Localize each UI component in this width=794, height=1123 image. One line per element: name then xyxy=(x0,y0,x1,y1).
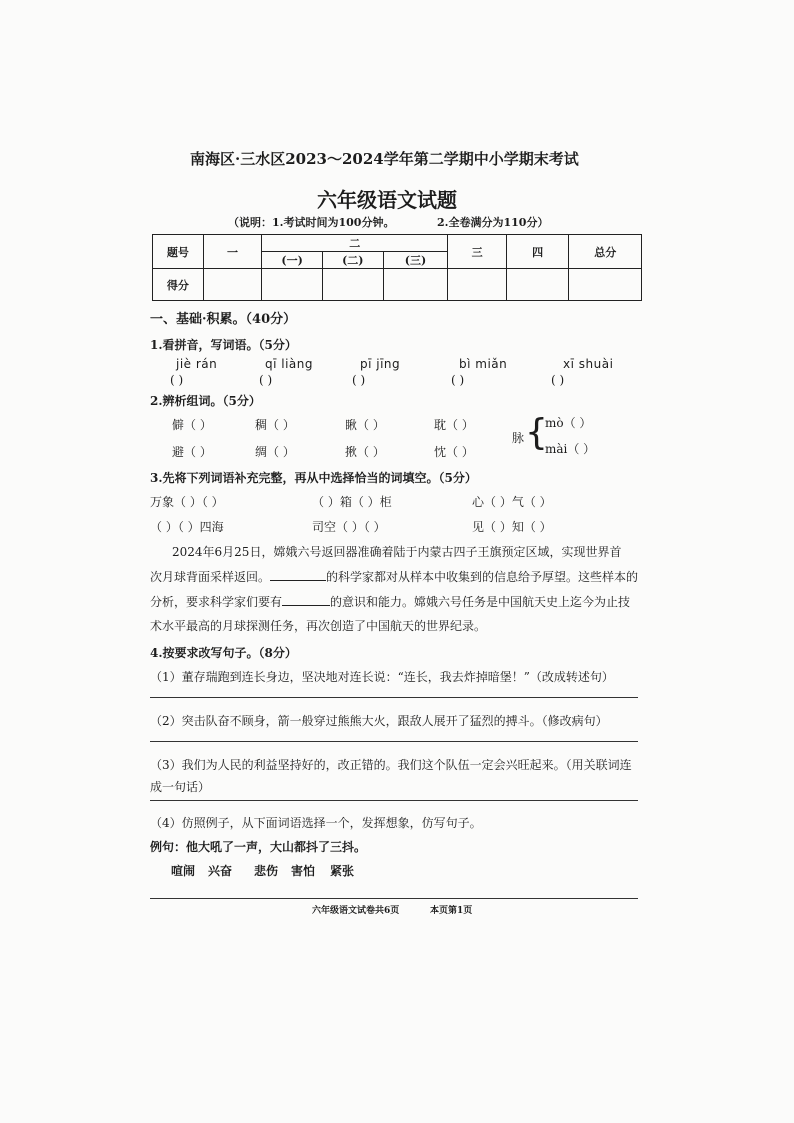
polyphone-reading-mo[interactable]: mò（ ） xyxy=(545,416,592,430)
answer-line-1[interactable] xyxy=(150,697,638,698)
word-option-1: 喧闹 xyxy=(171,864,196,878)
exam-title: 南海区·三水区2023～2024学年第二学期中小学期末考试 xyxy=(190,150,579,168)
passage-line-3 xyxy=(150,593,630,610)
answer-line-3[interactable] xyxy=(150,800,638,801)
fill-blank-2[interactable] xyxy=(282,595,330,606)
rewrite-prompt-4: （4）仿照例子，从下面词语选择一个，发挥想象，仿写句子。 xyxy=(150,816,482,830)
passage-text: 分析，要求科学家们要有 xyxy=(150,595,283,609)
col-section-3: 三 xyxy=(448,235,507,269)
passage-text: 次月球背面采样返回。 xyxy=(150,570,271,584)
footer-rule xyxy=(150,898,638,899)
brace-icon: { xyxy=(525,412,548,453)
answer-blank-3[interactable]: ( ) xyxy=(352,373,366,387)
q1-title: 1.看拼音，写词语。（5分） xyxy=(150,338,297,352)
idiom-6[interactable]: 见（ ）知（ ） xyxy=(472,520,552,534)
col-section-4: 四 xyxy=(506,235,569,269)
rewrite-prompt-2: （2）突击队奋不顾身，箭一般穿过熊熊大火，跟敌人展开了猛烈的搏斗。（修改病句） xyxy=(150,714,608,728)
pinyin-1: jiè rán xyxy=(176,357,218,371)
score-cell-total[interactable] xyxy=(569,269,642,301)
word-option-5: 紧张 xyxy=(330,864,355,878)
answer-blank-5[interactable]: ( ) xyxy=(551,373,565,387)
answer-blank-2[interactable]: ( ) xyxy=(259,373,273,387)
word-pair-2b[interactable]: 绸（ ） xyxy=(255,445,295,459)
pinyin-3: pī jīng xyxy=(360,357,401,371)
idiom-3[interactable]: 心（ ）气（ ） xyxy=(472,495,552,509)
row-label-score: 得分 xyxy=(153,269,204,301)
rewrite-prompt-3a: （3）我们为人民的利益坚持好的，改正错的。我们这个队伍一定会兴旺起来。（用关联词连 xyxy=(150,758,632,772)
passage-line-4: 术水平最高的月球探测任务，再次创造了中国航天的世界纪录。 xyxy=(150,619,487,633)
answer-line-2[interactable] xyxy=(150,741,638,742)
word-pair-1a[interactable]: 僻（ ） xyxy=(172,418,212,432)
passage-line-2 xyxy=(150,568,638,585)
col-section-2-part-2: (二) xyxy=(322,252,383,269)
score-table xyxy=(152,234,642,301)
pinyin-5: xī shuài xyxy=(563,357,614,371)
q2-title: 2.辨析组词。（5分） xyxy=(150,394,261,408)
word-option-4: 害怕 xyxy=(291,864,316,878)
word-pair-1b[interactable]: 避（ ） xyxy=(172,445,212,459)
score-cell-2a[interactable] xyxy=(262,269,323,301)
q3-title: 3.先将下列词语补充完整，再从中选择恰当的词填空。（5分） xyxy=(150,471,477,485)
score-cell-1[interactable] xyxy=(203,269,262,301)
col-section-2-part-1: (一) xyxy=(262,252,323,269)
rewrite-prompt-3b: 成一句话） xyxy=(150,780,211,794)
rewrite-prompt-1: （1）董存瑞跑到连长身边，坚决地对连长说：“连长，我去炸掉暗堡！”（改成转述句） xyxy=(150,670,614,684)
passage-line-1: 2024年6月25日，嫦娥六号返回器准确着陆于内蒙古四子王旗预定区域，实现世界首 xyxy=(172,545,622,559)
answer-blank-1[interactable]: ( ) xyxy=(170,373,184,387)
col-section-2-part-3: (三) xyxy=(383,252,448,269)
score-cell-2b[interactable] xyxy=(322,269,383,301)
word-option-2: 兴奋 xyxy=(208,864,233,878)
col-section-2: 二 xyxy=(262,235,448,252)
word-pair-4a[interactable]: 耽（ ） xyxy=(434,418,474,432)
idiom-1[interactable]: 万象（ ）（ ） xyxy=(150,495,224,509)
pinyin-4: bì miǎn xyxy=(459,357,508,371)
score-cell-3[interactable] xyxy=(448,269,507,301)
footer-page-number: 本页第1页 xyxy=(430,906,473,916)
exam-subtitle: 六年级语文试题 xyxy=(317,188,457,212)
word-pair-2a[interactable]: 稠（ ） xyxy=(255,418,295,432)
word-pair-4b[interactable]: 忱（ ） xyxy=(434,445,474,459)
polyphone-char: 脉 xyxy=(512,431,525,445)
instructions-left: （说明：1.考试时间为100分钟。 xyxy=(228,216,395,229)
word-option-3: 悲伤 xyxy=(254,864,279,878)
col-section-1: 一 xyxy=(203,235,262,269)
idiom-2[interactable]: （ ）箱（ ）柜 xyxy=(312,495,392,509)
col-total: 总分 xyxy=(569,235,642,269)
word-pair-3b[interactable]: 揪（ ） xyxy=(345,445,385,459)
section-1-heading: 一、基础·积累。（40分） xyxy=(150,312,297,327)
word-pair-3a[interactable]: 瞅（ ） xyxy=(345,418,385,432)
row-label-question: 题号 xyxy=(153,235,204,269)
polyphone-reading-mai[interactable]: mài（ ） xyxy=(545,442,596,456)
passage-text: 的科学家都对从样本中收集到的信息给予厚望。这些样本的 xyxy=(326,570,639,584)
q4-title: 4.按要求改写句子。（8分） xyxy=(150,646,297,660)
idiom-4[interactable]: （ ）（ ）四海 xyxy=(150,520,224,534)
footer-page-count: 六年级语文试卷共6页 xyxy=(312,906,400,916)
passage-text: 的意识和能力。嫦娥六号任务是中国航天史上迄今为止技 xyxy=(330,595,631,609)
instructions-right: 2.全卷满分为110分） xyxy=(437,216,549,229)
pinyin-2: qī liàng xyxy=(265,357,314,371)
score-cell-2c[interactable] xyxy=(383,269,448,301)
score-cell-4[interactable] xyxy=(506,269,569,301)
answer-blank-4[interactable]: ( ) xyxy=(451,373,465,387)
idiom-5[interactable]: 司空（ ）（ ） xyxy=(312,520,386,534)
fill-blank-1[interactable] xyxy=(270,570,326,581)
example-sentence: 例句：他大吼了一声，大山都抖了三抖。 xyxy=(150,840,367,854)
